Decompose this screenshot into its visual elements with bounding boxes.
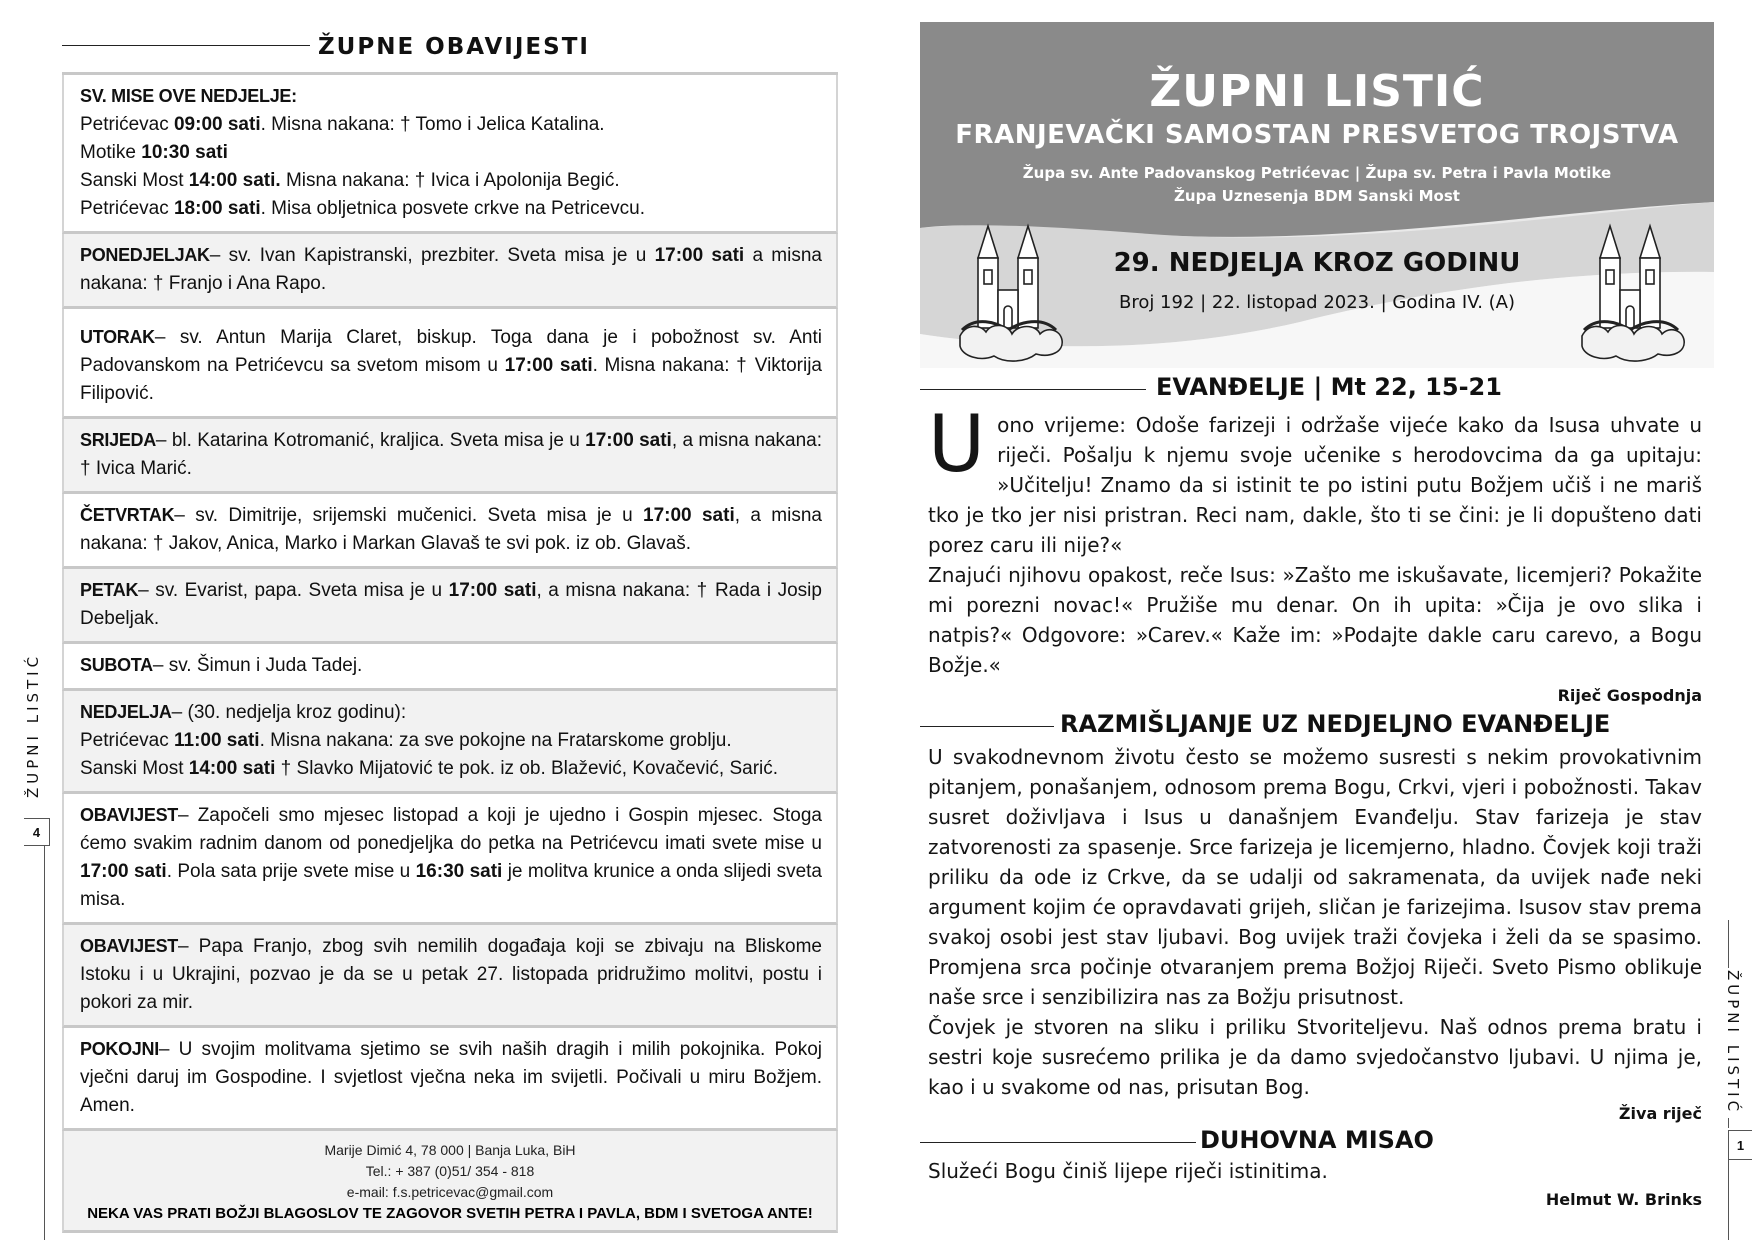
- notice-text: – sv. Ivan Kapistranski, prezbiter. Sveta misa je u: [209, 245, 655, 266]
- notice-text: – sv. Antun Marija Claret, biskup. Toga dana je i pobožnost sv. Anti Padovanskom na Petrićevcu sa svetom misom u: [80, 327, 822, 376]
- mass-time: 18:00 sati: [173, 198, 261, 219]
- gospel-paragraph: Znajući njihovu opakost, reče Isus: »Zašto me iskušavate, licemjeri? Pokažite mi porezni novac!« Pružiše mu denar. On ih upita: »Čija je ovo slika i natpis?« Odgovore: »Carev.« Kaže im: »Podajte dakle caru carevo, a Bogu Božje.«: [928, 563, 1702, 677]
- notice-october: [62, 794, 838, 925]
- notice-label: POKOJNI: [80, 1039, 159, 1059]
- reflection-text: [928, 742, 1702, 1102]
- right-side-tab: [1718, 920, 1748, 1240]
- notice-text: . Misna nakana: † Tomo i Jelica Katalina.: [260, 114, 605, 135]
- mass-time: 17:00 sati: [585, 430, 672, 451]
- notice-day: PETAK: [80, 580, 139, 600]
- side-rule: [44, 846, 45, 1240]
- notice-text: . Misa obljetnica posvete crkve na Petricevcu.: [260, 198, 646, 219]
- gospel-header: [920, 373, 1714, 405]
- side-rule: [1728, 1160, 1729, 1240]
- notice-saturday: [62, 644, 838, 691]
- mass-time: 17:00 sati: [654, 245, 745, 266]
- mass-time: 17:00 sati: [448, 580, 537, 601]
- notice-text: , a misna nakana: † Jakov, Anica, Marko i Markan Glavaš te svi pok. iz ob. Glavaš.: [80, 505, 822, 554]
- reflection-paragraph: Čovjek je stvoren na sliku i priliku Stvoriteljevu. Naš odnos prema bratu i sestri koje susrećemo prilika je da damo svjedočanstvo ljubavi. U njima je, kao i u svakome od nas, prisutan Bog.: [928, 1015, 1702, 1099]
- footer-email: e-mail: f.s.petricevac@gmail.com: [346, 1184, 554, 1200]
- notice-text: . Misna nakana: za sve pokojne na Fratarskome groblju.: [259, 730, 732, 751]
- mass-time: 09:00 sati: [173, 114, 261, 135]
- notice-day: SRIJEDA: [80, 430, 156, 450]
- reflection-source: Živa riječ: [1618, 1104, 1702, 1123]
- drop-cap: U: [928, 400, 986, 490]
- side-label: ŽUPNI LISTIĆ: [1720, 968, 1742, 1118]
- notice-friday: [62, 569, 838, 644]
- notices-title: ŽUPNE OBAVIJESTI: [318, 34, 590, 60]
- notice-label: OBAVIJEST: [80, 936, 178, 956]
- notices-list: [62, 72, 838, 1222]
- notice-wednesday: [62, 419, 838, 494]
- footer-address: Marije Dimić 4, 78 000 | Banja Luka, BiH: [324, 1142, 576, 1158]
- footer-blessing: NEKA VAS PRATI BOŽJI BLAGOSLOV TE ZAGOVOR SVETIH PETRA I PAVLA, BDM I SVETOGA ANTE!: [87, 1205, 813, 1222]
- thought-text: Služeći Bogu činiš lijepe riječi istinitima.: [928, 1159, 1328, 1183]
- mass-time: 11:00 sati: [173, 730, 260, 751]
- notice-monday: [62, 234, 838, 309]
- notice-text: – (30. nedjelja kroz godinu):: [171, 702, 407, 723]
- notice-day: UTORAK: [80, 327, 155, 347]
- notice-text: , a misna nakana: † Rada i Josip Debeljak.: [80, 580, 822, 629]
- liturgical-week: 29. NEDJELJA KROZ GODINU: [1113, 248, 1521, 278]
- masthead-subtitle: FRANJEVAČKI SAMOSTAN PRESVETOG TROJSTVA: [955, 120, 1679, 150]
- reflection-title: RAZMIŠLJANJE UZ NEDJELJNO EVANĐELJE: [1060, 710, 1611, 738]
- notice-tuesday: [62, 309, 838, 419]
- masthead-banner: [920, 22, 1714, 368]
- mass-time: 17:00 sati: [504, 355, 593, 376]
- notice-text: – U svojim molitvama sjetimo se svih naših dragih i milih pokojnika. Pokoj vječni daruj im Gospodine. I svjetlost vječna neka im svijetli. Počivali u miru Božjem. Amen.: [80, 1039, 822, 1116]
- masthead-parishes: Župa Uznesenja BDM Sanski Most: [1174, 187, 1460, 205]
- notice-text: – Papa Franjo, zbog svih nemilih događaja koji se zbivaju na Bliskome Istoku i u Ukrajini, pozvao je da se u petak 27. listopada pridružimo molitvi, postu i pokori za mir.: [80, 936, 822, 1013]
- notice-text: . Pola sata prije svete mise u: [166, 861, 416, 882]
- footer-phone: Tel.: + 387 (0)51/ 354 - 818: [365, 1163, 535, 1179]
- notice-day: ČETVRTAK: [80, 505, 175, 525]
- notice-text: – bl. Katarina Kotromanić, kraljica. Sveta misa je u: [155, 430, 586, 451]
- section-rule: [920, 726, 1054, 727]
- side-label: ŽUPNI LISTIĆ: [24, 652, 42, 798]
- notice-text: Sanski Most: [80, 170, 189, 191]
- notice-text: Petrićevac: [80, 198, 174, 219]
- notice-day: NEDJELJA: [80, 702, 172, 722]
- notice-text: † Slavko Mijatović te pok. iz ob. Blažević, Kovačević, Sarić.: [275, 758, 779, 779]
- thought-title: DUHOVNA MISAO: [1200, 1126, 1434, 1154]
- gospel-source: Riječ Gospodnja: [1557, 686, 1702, 705]
- page-number: 4: [24, 818, 50, 846]
- mass-time: 14:00 sati: [188, 758, 276, 779]
- contact-footer: [62, 1131, 838, 1233]
- notice-heading: SV. MISE OVE NEDJELJE:: [80, 86, 297, 106]
- section-rule: [920, 1142, 1196, 1143]
- gospel-paragraph: ono vrijeme: Odoše farizeji i održaše vijeće kako da Isusa uhvate u riječi. Pošalju k njemu svoje učenike s herodovcima da ga upitaju: »Učitelju! Znamo da si istinit te po istini putu Božjem učiš i ne mariš tko je tko jer nisi pristran. Reci nam, dakle, što ti se čini: je li dopušteno dati porez caru ili nije?«: [928, 413, 1702, 557]
- gospel-text: [928, 400, 1702, 680]
- notice-thursday: [62, 494, 838, 569]
- notice-text: , a misna nakana: † Ivica Marić.: [80, 430, 822, 479]
- notice-text: – sv. Šimun i Juda Tadej.: [152, 655, 363, 676]
- notice-text: – sv. Evarist, papa. Sveta misa je u: [138, 580, 449, 601]
- notice-next-sunday: [62, 691, 838, 794]
- notice-label: OBAVIJEST: [80, 805, 178, 825]
- gospel-title: EVANĐELJE | Mt 22, 15-21: [1156, 373, 1502, 401]
- mass-time: 10:30 sati: [141, 142, 228, 163]
- masthead-parishes: Župa sv. Ante Padovanskog Petrićevac | Župa sv. Petra i Pavla Motike: [1022, 164, 1612, 182]
- notice-text: Petrićevac: [80, 730, 174, 751]
- notice-deceased: [62, 1028, 838, 1131]
- mass-time: 17:00 sati: [80, 861, 167, 882]
- notices-header: [62, 34, 842, 64]
- notice-sunday-masses: [62, 75, 838, 234]
- notice-text: – Započeli smo mjesec listopad a koji je ujedno i Gospin mjesec. Stoga ćemo svakim radnim danom od ponedjeljka do petka na Petrićevcu imati svete mise u: [80, 805, 822, 854]
- left-side-tab: [24, 650, 46, 1240]
- notice-day: PONEDJELJAK: [80, 245, 210, 265]
- issue-info: Broj 192 | 22. listopad 2023. | Godina IV. (A): [1118, 292, 1516, 313]
- mass-time: 14:00 sati.: [188, 170, 281, 191]
- notice-day: SUBOTA: [80, 655, 153, 675]
- notice-peace-prayer: [62, 925, 838, 1028]
- reflection-header: [920, 710, 1714, 742]
- thought-header: [920, 1126, 1714, 1158]
- rosary-time: 16:30 sati: [415, 861, 503, 882]
- page-number: 1: [1728, 1130, 1752, 1160]
- notice-text: – sv. Dimitrije, srijemski mučenici. Sveta misa je u: [174, 505, 644, 526]
- masthead-title: ŽUPNI LISTIĆ: [1149, 66, 1485, 117]
- reflection-paragraph: U svakodnevnom životu često se možemo susresti s nekim provokativnim pitanjem, ponašanjem, odnosom prema Bogu, Crkvi, vjeri i pobožnosti. Takav susret doživljava i Isus u današnjem Evanđelju. Stav farizeja je stav zatvorenosti za spasenje. Srce farizeja je licemjerno, hladno. Čovjek koji traži priliku da ode iz Crkve, da se udalji od sakramenata, da uvijek nađe neki argument kojim će opravdavati grijeh, sličan je farizejima. Isusov stav prema svakoj osobi jest stav ljubavi. Bog uvijek traži čovjeka i želi da se spasimo. Promjena srca počinje otvaranjem prema Božjoj Riječi. Sveto Pismo oblikuje naše srce i senzibilizira nas za Božju prisutnost.: [928, 745, 1702, 1009]
- thought-author: Helmut W. Brinks: [1545, 1190, 1702, 1209]
- mass-time: 17:00 sati: [643, 505, 735, 526]
- notice-text: a misna nakana: † Franjo i Ana Rapo.: [80, 245, 822, 294]
- notice-text: . Misna nakana: † Viktorija Filipović.: [80, 355, 822, 404]
- notice-text: Sanski Most: [80, 758, 189, 779]
- notice-text: Petrićevac: [80, 114, 174, 135]
- header-rule: [62, 45, 310, 46]
- notice-text: Motike: [80, 142, 142, 163]
- notice-text: Misna nakana: † Ivica i Apolonija Begić.: [280, 170, 620, 191]
- notice-text: je molitva krunice a onda slijedi sveta misa.: [80, 861, 822, 910]
- section-rule: [920, 389, 1146, 390]
